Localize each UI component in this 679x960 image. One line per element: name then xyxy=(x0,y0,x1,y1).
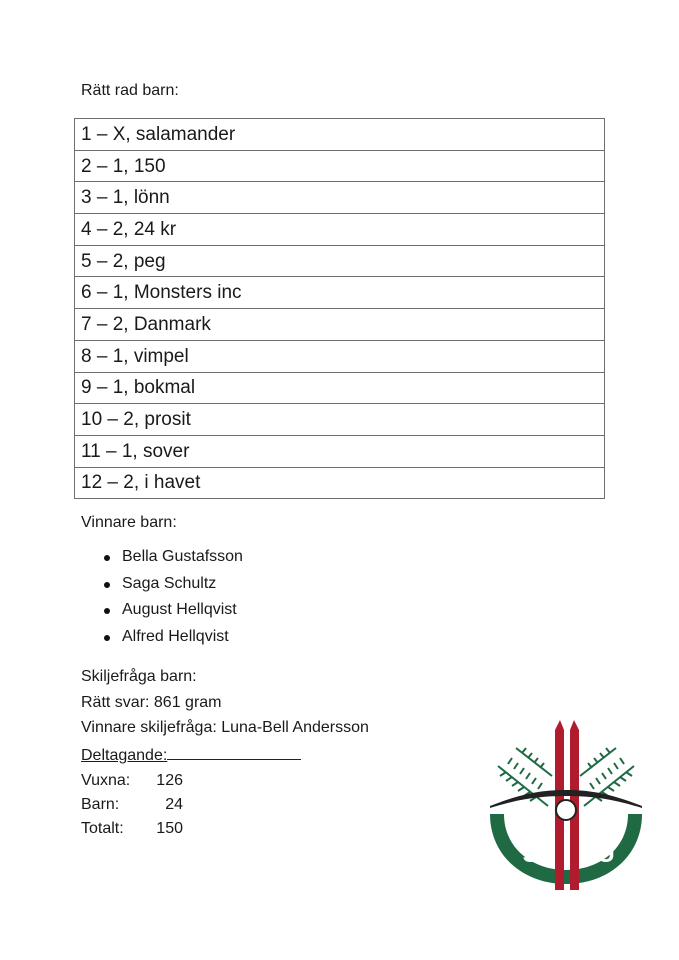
logo-ring xyxy=(556,800,576,820)
table-row xyxy=(75,467,605,499)
participants-label: Vuxna: xyxy=(81,772,131,789)
tiebreak-winner: Vinnare skiljefråga: Luna-Bell Andersson xyxy=(81,719,369,736)
table-row xyxy=(75,182,605,214)
answer-cell: 5 – 2, peg xyxy=(75,245,605,277)
answer-cell: 11 – 1, sover xyxy=(75,435,605,467)
participants-value: 24 xyxy=(165,796,183,813)
list-item: August Hellqvist xyxy=(122,601,243,628)
tiebreak-section xyxy=(81,668,369,770)
table-row xyxy=(75,150,605,182)
logo-text-right: SU xyxy=(581,841,615,868)
list-item: Saga Schultz xyxy=(122,575,243,602)
tiebreak-answer: Rätt svar: 861 gram xyxy=(81,693,222,711)
answer-cell: 9 – 1, bokmal xyxy=(75,372,605,404)
participants-row xyxy=(81,820,183,844)
heading-underline xyxy=(167,745,301,760)
answer-cell: 6 – 1, Monsters inc xyxy=(75,277,605,309)
participants-heading: Deltagande: xyxy=(81,746,168,764)
logo-text-left: SI xyxy=(522,841,546,868)
participants-label: Barn: xyxy=(81,796,120,813)
participants-row xyxy=(81,796,183,820)
list-item: Alfred Hellqvist xyxy=(122,628,243,655)
table-row xyxy=(75,309,605,341)
winners-list xyxy=(122,548,243,655)
table-row xyxy=(75,214,605,246)
participants-value: 150 xyxy=(156,820,183,837)
table-row xyxy=(75,404,605,436)
winners-heading: Vinnare barn: xyxy=(81,514,177,531)
answers-table xyxy=(74,118,605,499)
participants-table xyxy=(81,772,183,844)
answer-cell: 8 – 1, vimpel xyxy=(75,340,605,372)
answer-cell: 12 – 2, i havet xyxy=(75,467,605,499)
answer-cell: 10 – 2, prosit xyxy=(75,404,605,436)
answer-cell: 7 – 2, Danmark xyxy=(75,309,605,341)
participants-heading-line xyxy=(81,745,369,771)
answer-cell: 3 – 1, lönn xyxy=(75,182,605,214)
participants-row xyxy=(81,772,183,796)
answers-heading: Rätt rad barn: xyxy=(81,82,179,99)
participants-label: Totalt: xyxy=(81,820,124,837)
logo-banner xyxy=(490,814,642,884)
table-row xyxy=(75,245,605,277)
participants-value: 126 xyxy=(156,772,183,789)
table-row xyxy=(75,372,605,404)
answer-cell: 2 – 1, 150 xyxy=(75,150,605,182)
table-row xyxy=(75,119,605,151)
table-row xyxy=(75,435,605,467)
answer-cell: 1 – X, salamander xyxy=(75,119,605,151)
table-row xyxy=(75,277,605,309)
table-row xyxy=(75,340,605,372)
sisu-logo-icon xyxy=(486,716,646,892)
answer-cell: 4 – 2, 24 kr xyxy=(75,214,605,246)
tiebreak-heading: Skiljefråga barn: xyxy=(81,668,197,685)
list-item: Bella Gustafsson xyxy=(122,548,243,575)
